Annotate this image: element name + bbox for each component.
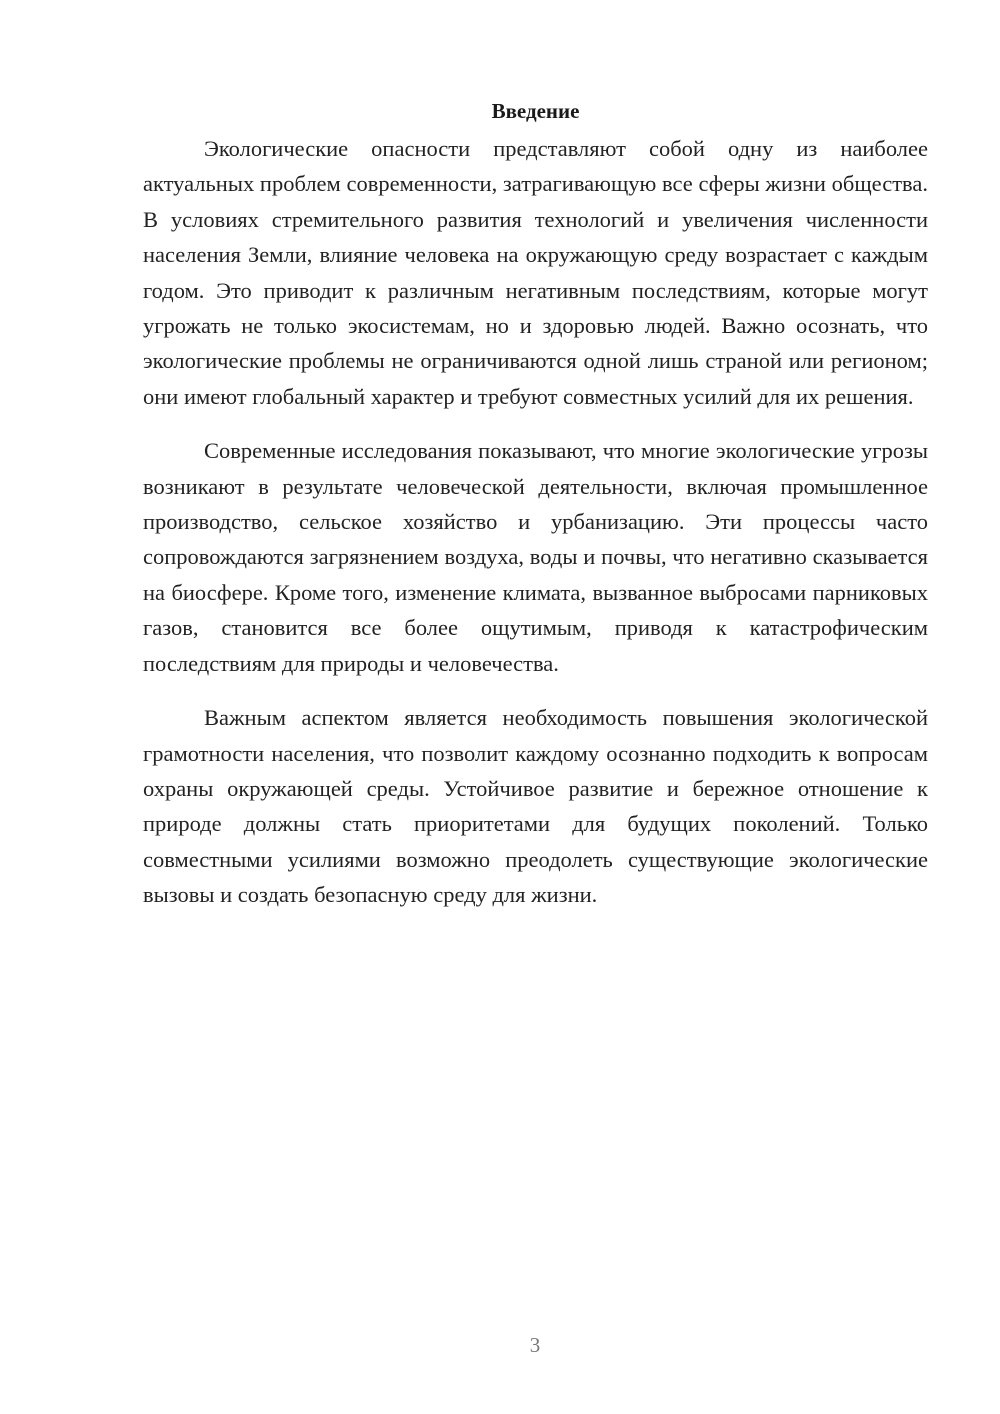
paragraph-3: Важным аспектом является необходимость повышения экологической грамотности населения, что позволит каждому осознанно подходить к вопросам охраны окружающей среды. Устойчивое развитие и бережное отношение к природе должны стать приоритетами для будущих поколений. Только совместными усилиями возможно преодолеть существующие экологические вызовы и создать безопасную среду для жизни. (143, 705, 928, 908)
page-content (143, 96, 928, 932)
paragraph-1: Экологические опасности представляют собой одну из наиболее актуальных проблем современности, затрагивающую все сферы жизни общества. В условиях стремительного развития технологий и увеличения численности населения Земли, влияние человека на окружающую среду возрастает с каждым годом. Это приводит к различным негативным последствиям, которые могут угрожать не только экосистемам, но и здоровью людей. Важно осознать, что экологические проблемы не ограничиваются одной лишь страной или регионом; они имеют глобальный характер и требуют совместных усилий для их решения. (143, 136, 928, 409)
section-title: Введение (491, 99, 580, 123)
page-number: 3 (529, 1333, 541, 1357)
paragraph-2: Современные исследования показывают, что многие экологические угрозы возникают в результате человеческой деятельности, включая промышленное производство, сельское хозяйство и урбанизацию. Эти процессы часто сопровождаются загрязнением воздуха, воды и почвы, что негативно сказывается на биосфере. Кроме того, изменение климата, вызванное выбросами парниковых газов, становится все более ощутимым, приводя к катастрофическим последствиям для природы и человечества. (143, 438, 928, 676)
